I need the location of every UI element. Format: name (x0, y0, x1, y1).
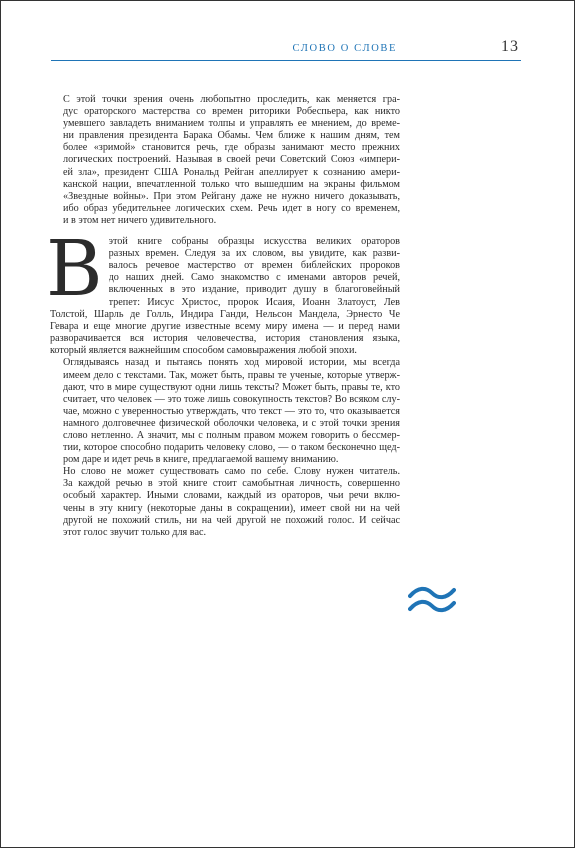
text-line: намного долговечнее физической оболочки человека, и с этой точки зрения (63, 417, 400, 429)
text-line: более «зримой» становится речь, где образы занимают место прежних (63, 142, 400, 154)
text-line: логических построений. Называя в своей речи Советский Союз «импери- (63, 154, 400, 166)
text-line: канской нации, впечатленной только что вышедшим на экраны фильмом (63, 178, 400, 190)
paragraph-4 (50, 466, 400, 539)
text-line: слово нетленно. А значит, мы с полным правом можем говорить о бессмер- (63, 429, 400, 441)
text-line: считает, что человек — это тоже лишь совокупность текстов? Во всяком слу- (63, 393, 400, 405)
text-line: разворачивается вся история человечества, история становления языка, (50, 333, 400, 345)
running-header (51, 38, 521, 61)
paragraph-3 (50, 357, 400, 466)
text-line: дус ораторского мастерства со времен риторики Робеспьера, как никто (63, 106, 400, 118)
text-line: трепет: Иисус Христос, пророк Исаия, Иоанн Златоуст, Лев (108, 296, 400, 308)
text-line: чены в эту книгу (некоторые даны в сокращении), имеет свой ни на чей (63, 502, 400, 514)
double-wave-icon (408, 585, 456, 615)
text-line: ни правления президента Барака Обамы. Чем ближе к нашим дням, тем (63, 130, 400, 142)
text-line: имеем дело с текстами. Так, может быть, правы те ученые, которые утверж- (63, 369, 400, 381)
text-line: другой не похожий стиль, ни на чей другой не похожий голос. И сейчас (63, 514, 400, 526)
drop-cap: В (46, 225, 103, 315)
text-line: и в этом нет ничего удивительного. (63, 214, 217, 226)
text-line: ей зла», президент США Рональд Рейган апеллирует к сознанию амери- (63, 166, 400, 178)
text-line: который является важнейшим способом самовыражения любой эпохи. (50, 345, 357, 357)
text-line: включенных в это издание, приводит душу в благоговейный (108, 284, 400, 296)
text-line: ром даре и идет речь в книге, предлагаемой вашему вниманию. (63, 454, 339, 466)
text-line: За каждой речью в этой книге стоит самобытная личность, совершенно (63, 478, 400, 490)
text-line: разных времен. Следуя за их словом, вы увидите, как разви- (108, 248, 400, 260)
text-line: Толстой, Шарль де Голль, Индира Ганди, Нельсон Мандела, Эрнесто Че (50, 309, 400, 321)
paragraph-1 (50, 94, 400, 227)
text-line: валось речевое мастерство от времен библейских пророков (108, 260, 400, 272)
text-line: Оглядываясь назад и пытаясь понять ход мировой истории, мы всегда (63, 357, 400, 369)
text-line: Гевара и еще многие другие известные всему миру имена — и перед нами (50, 321, 400, 333)
text-line: тии, которое способно подарить человеку слово, — о таком бесконечно щед- (63, 442, 400, 454)
text-line: этой книге собраны образцы искусства великих ораторов (108, 236, 400, 248)
text-line: до наших дней. Само знакомство с именами авторов речей, (108, 272, 400, 284)
text-line: умевшего завладеть вниманием толпы и управлять ее мнением, до време- (63, 118, 400, 130)
section-title: СЛОВО О СЛОВЕ (292, 43, 397, 54)
paragraph-2 (46, 225, 400, 357)
body-text (46, 94, 400, 539)
text-line: особый характер. Иными словами, каждый из ораторов, чьи речи вклю- (63, 490, 400, 502)
text-line: этот голос звучит только для вас. (63, 526, 207, 538)
page-number: 13 (501, 38, 519, 55)
text-line: чае, можно с уверенностью утверждать, что текст — это то, что оказывается (63, 405, 400, 417)
text-line: дают, что в мире существуют одни лишь тексты? Может быть, правы те, кто (63, 381, 400, 393)
text-line: «Звездные войны». При этом Рейгану даже не нужно ничего доказывать, (63, 190, 400, 202)
text-line: С этой точки зрения очень любопытно проследить, как меняется гра- (63, 94, 400, 105)
text-line: ибо образ убедительнее логических схем. Речь идет в ногу со временем, (63, 202, 400, 214)
text-line: Но слово не может существовать само по себе. Слову нужен читатель. (63, 466, 400, 478)
